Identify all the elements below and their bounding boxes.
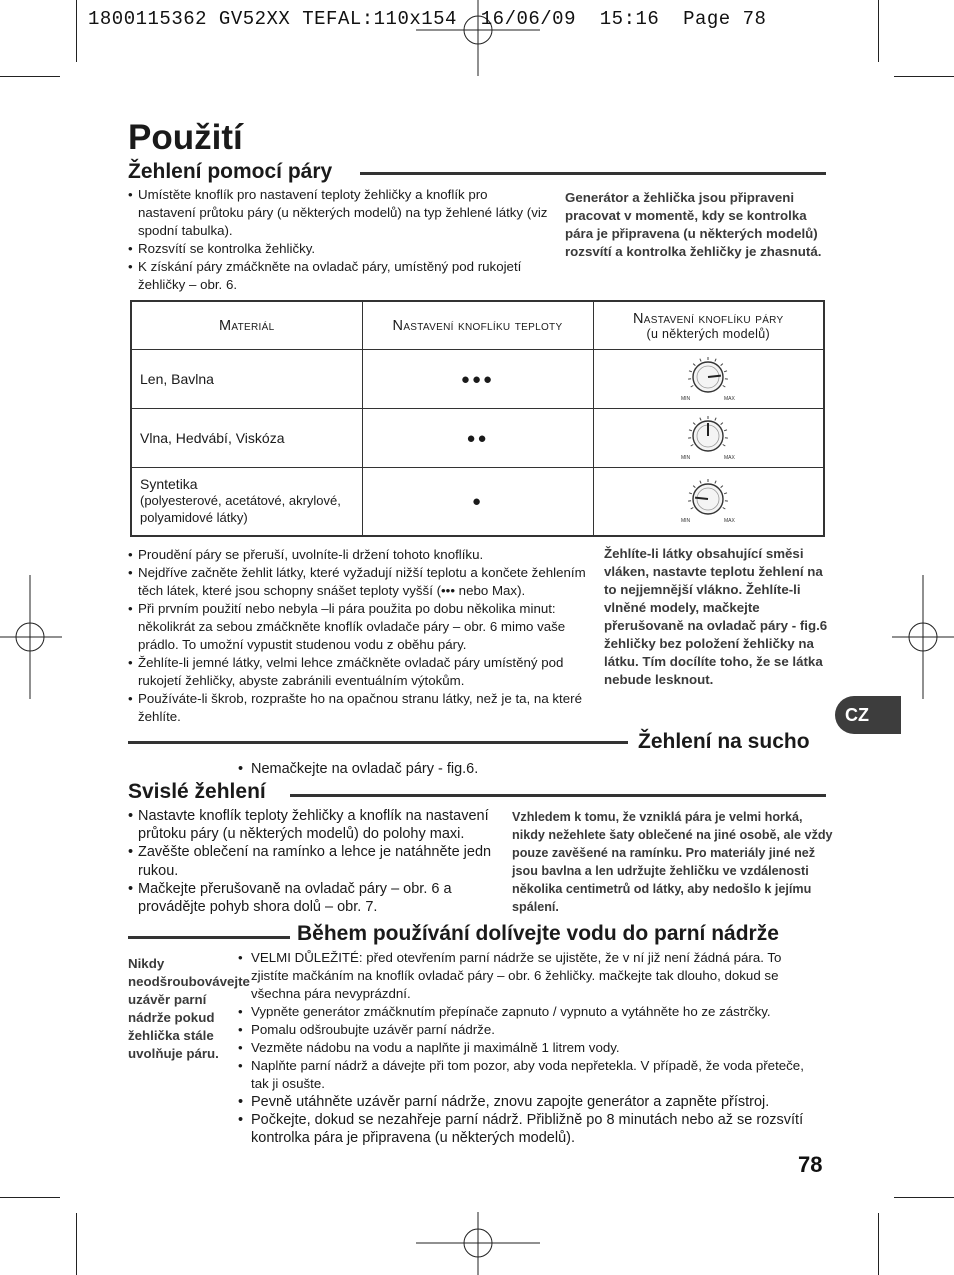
crop-mark [878,0,879,62]
table-row [131,350,824,409]
dial-tick [721,363,723,365]
dial-pointer [695,497,708,498]
page-number: 78 [798,1152,823,1177]
dial-tick [693,363,695,365]
dial-tick [691,507,694,509]
dial-tick [715,480,716,483]
material-cell: Vlna, Hedvábí, Viskóza [131,409,362,468]
section-rule [360,172,826,175]
list-item: • Vezměte nádobu na vodu a naplňte ji maximálně 1 litrem vody. [238,1039,818,1057]
steam-ironing-list [128,186,548,294]
steam-dial-icon [676,414,740,460]
dial-tick [721,422,723,424]
list-item: • Vypněte generátor zmáčknutím přepínače zapnuto / vypnuto a vytáhněte ho ze zástrčky. [238,1003,818,1021]
dry-ironing-list [238,760,738,778]
list-item: • Umístěte knoflík pro nastavení teploty žehličky a knoflík pro nastavení průtoku páry (u některých modelů) na typ žehlené látky (viz spodní tabulka). [128,186,548,240]
dial-tick [693,485,695,487]
list-item: • K získání páry zmáčkněte na ovladač páry, umístěný pod rukojetí žehličky – obr. 6. [128,258,548,294]
column-header-temperature: Nastavení knoflíku teploty [362,301,593,350]
dial-pointer [708,375,721,376]
temperature-dots: ●●● [362,350,593,409]
dial-tick [724,370,727,371]
list-item: • VELMI DŮLEŽITÉ: před otevřením parní nádrže se ujistěte, že v ní již není žádná pára. To zjistíte mačkáním na knoflík ovladač páry – obr. 6 žehličky. mačkejte tak dlouho, dokud se všechna pára nevyprázdní. [238,949,818,1003]
dial-tick [721,485,723,487]
crop-mark [894,76,954,77]
dial-tick [723,444,726,446]
list-item: • Při prvním použití nebo nebyla –li pára použita po dobu několika minut: několikrát za sebou zmáčkněte knoflík ovladače páry – obr. 6 mimo vaše prádlo. To umožní vypustit studenou vodu z oběhu páry. [128,600,602,654]
dial-tick [689,493,692,494]
list-item: • Mačkejte přerušovaně na ovladač páry – obr. 6 a provádějte pohyb shora dolů – obr. 7. [128,880,510,916]
crop-mark [878,1213,879,1275]
section-rule [128,936,290,939]
dial-max-label: MAX [724,395,736,401]
crop-mark [76,0,77,62]
page-title: Použití [128,118,243,157]
dial-min-label: MIN [681,395,691,401]
hot-steam-note: Vzhledem k tomu, že vzniklá pára je velmi horká, nikdy nežehlete šaty oblečené na jiné osobě, ale vždy pouze zavěšené na ramínku. Pro materiály jiné než jsou bavlna a len udržujte žehličku ve vzdálenosti několika centimetrů od látky, aby nedošlo k jejímu spálení. [512,810,833,914]
dial-tick [700,417,701,420]
settings-table [130,300,825,537]
section-heading-steam-ironing: Žehlení pomocí páry [128,160,333,183]
column-header-steam: Nastavení knoflíku páry (u některých modelů) [593,301,824,350]
dial-max-label: MAX [724,517,736,523]
list-item: • Počkejte, dokud se nezahřeje parní nádrž. Přibližně po 8 minutách nebo až se rozsvítí kontrolka pára je připravena (u některých modelů). [238,1111,818,1147]
material-cell: Len, Bavlna [131,350,362,409]
dial-tick [689,429,692,430]
dial-tick [691,444,694,446]
steam-dial-icon [676,355,740,401]
dial-min-label: MIN [681,454,691,460]
dial-tick [700,358,701,361]
list-item: • Zavěšte oblečení na ramínko a lehce je natáhněte jedn rukou. [128,843,510,879]
steam-dial-cell [593,409,824,468]
crop-mark [0,76,60,77]
list-item: • Nejdříve začněte žehlit látky, které vyžadují nižší teplotu a končete žehlením těch látek, které jsou schopny snášet teploty vyšší (••• nebo Max). [128,564,602,600]
list-item: • Žehlíte-li jemné látky, velmi lehce zmáčkněte ovladač páry umístěný pod rukojetí žehličky, abyste zabránili eventuálním výtokům. [128,654,602,690]
dial-tick [715,358,716,361]
dial-max-label: MAX [724,454,736,460]
temperature-dots: ●● [362,409,593,468]
dial-tick [723,507,726,509]
list-item: • Naplňte parní nádrž a dávejte při tom pozor, aby voda nepřetekla. V případě, že voda přeteče, tak ji osušte. [238,1057,818,1093]
section-rule [128,741,628,744]
list-item: • Pomalu odšroubujte uzávěr parní nádrže. [238,1021,818,1039]
section-heading-dry-ironing: Žehlení na sucho [638,730,810,753]
registration-mark-right [892,575,954,699]
list-item: • Nastavte knoflík teploty žehličky a knoflík na nastavení průtoku páry (u některých modelů) do polohy maxi. [128,807,510,843]
dial-tick [693,422,695,424]
registration-mark-left [0,575,62,699]
dial-tick [724,493,727,494]
dial-tick [689,370,692,371]
list-item: • Rozsvítí se kontrolka žehličky. [128,240,548,258]
dial-tick [691,385,694,387]
steam-dial-cell [593,350,824,409]
steam-dial-icon [676,477,740,523]
mixed-fibres-note: Žehlíte-li látky obsahující směsi vláken, nastavte teplotu žehlení na to nejjemnější vlákno. Žehlíte-li vlněné modely, mačkejte přerušovaně na ovladač páry - fig.6 žehličky bez položení žehličky na látku. Tím docílíte toho, že se látka nebude lesknout. [604,546,828,687]
section-heading-vertical-ironing: Svislé žehlení [128,780,266,803]
steam-ready-note: Generátor a žehlička jsou připraveni pracovat v momentě, kdy se kontrolka pára je připravena (u některých modelů) rozsvítí a kontrolka žehličky je zhasnutá. [565,190,822,259]
material-cell: Syntetika (polyesterové, acetátové, akrylové, polyamidové látky) [131,468,362,536]
section-heading-refilling: Během používání dolívejte vodu do parní nádrže [297,922,779,945]
list-item: • Pevně utáhněte uzávěr parní nádrže, znovu zapojte generátor a zapněte přístroj. [238,1093,818,1111]
dial-tick [723,385,726,387]
list-item: • Používáte-li škrob, rozprašte ho na opačnou stranu látky, než je ta, na které žehlíte. [128,690,602,726]
table-row [131,409,824,468]
table-header-row [131,301,824,350]
language-tab: CZ [835,696,901,734]
dial-tick [700,480,701,483]
crop-mark [894,1197,954,1198]
registration-mark-bottom [416,1212,540,1275]
crop-mark [76,1213,77,1275]
column-header-material: Materiál [131,301,362,350]
temperature-dots: ● [362,468,593,536]
material-detail: (polyesterové, acetátové, akrylové, polyamidové látky) [140,493,341,526]
dial-min-label: MIN [681,517,691,523]
steam-tips-list [128,546,602,726]
steam-dial-cell [593,468,824,536]
warning-side-note: Nikdy neodšroubovávejte uzávěr parní nádrže pokud žehlička stále uvolňuje páru. [128,956,250,1061]
dial-tick [724,429,727,430]
crop-mark [0,1197,60,1198]
list-item: • Proudění páry se přeruší, uvolníte-li držení tohoto knoflíku. [128,546,602,564]
table-row [131,468,824,536]
list-item: • Nemačkejte na ovladač páry - fig.6. [238,760,738,778]
dial-tick [715,417,716,420]
refilling-list [238,949,818,1147]
section-rule [290,794,826,797]
print-header: 1800115362 GV52XX TEFAL:110x154 16/06/09 15:16 Page 78 [88,8,767,30]
vertical-ironing-list [128,807,510,916]
